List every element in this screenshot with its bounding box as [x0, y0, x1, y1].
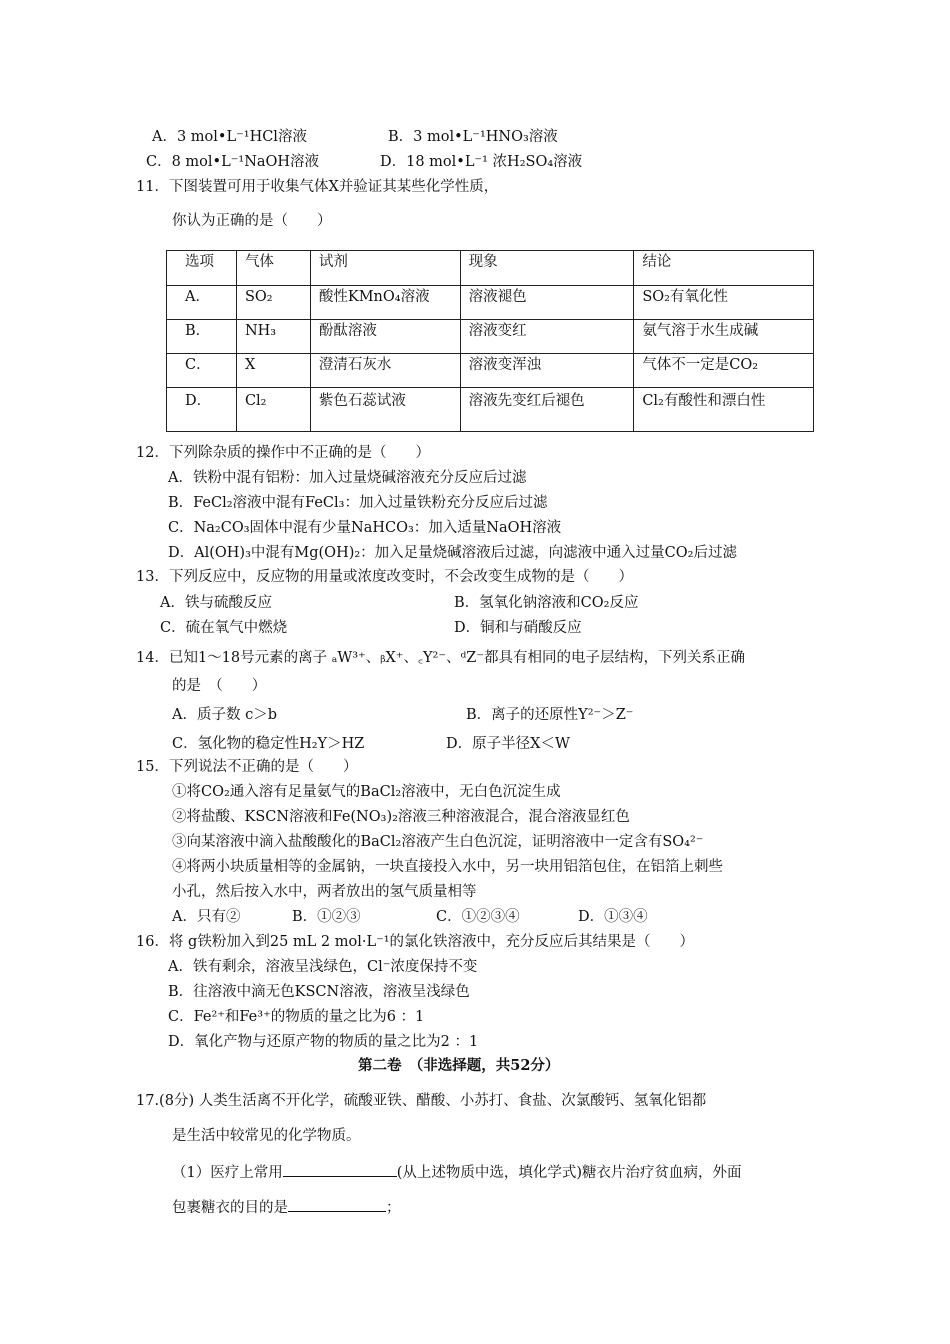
table-cell: 澄清石灰水 — [310, 354, 460, 388]
q11-table — [166, 250, 814, 432]
q14-option-b: B．离子的还原性Y²⁻＞Z⁻ — [466, 707, 634, 723]
table-cell: B． — [167, 320, 237, 354]
q14-option-d: D．原子半径X＜W — [446, 736, 570, 752]
q17-part1-line2 — [172, 1197, 401, 1217]
table-cell: 溶液先变红后褪色 — [460, 388, 634, 432]
table-cell: 气体不一定是CO₂ — [634, 354, 814, 388]
q15-statement-4-cont: 小孔，然后按入水中，两者放出的氢气质量相等 — [172, 884, 477, 900]
q10-option-a: A．3 mol•L⁻¹HCl溶液 — [152, 129, 307, 145]
q17-part1-text: (从上述物质中选，填化学式)糖衣片治疗贫血病，外面 — [396, 1165, 742, 1181]
table-cell: 溶液褪色 — [460, 286, 634, 320]
table-cell: SO₂ — [236, 286, 310, 320]
table-cell: 氨气溶于水生成碱 — [634, 320, 814, 354]
q17-part1-end: ； — [386, 1200, 401, 1216]
q12-option-a: A．铁粉中混有铝粉：加入过量烧碱溶液充分反应后过滤 — [168, 470, 527, 486]
q12-option-c: C．Na₂CO₃固体中混有少量NaHCO₃：加入适量NaOH溶液 — [168, 520, 562, 536]
q15-statement-1: ①将CO₂通入溶有足量氨气的BaCl₂溶液中，无白色沉淀生成 — [172, 784, 561, 800]
q12-stem: 12．下列除杂质的操作中不正确的是（ ） — [136, 445, 430, 461]
table-cell: A． — [167, 286, 237, 320]
q17-part1-line — [172, 1162, 742, 1182]
table-cell: 酚酞溶液 — [310, 320, 460, 354]
header-cell: 气体 — [236, 251, 310, 286]
table-cell: D． — [167, 388, 237, 432]
q11-stem-cont: 你认为正确的是（ ） — [172, 213, 332, 229]
q16-option-c: C．Fe²⁺和Fe³⁺的物质的量之比为6 ：1 — [168, 1009, 425, 1025]
q15-statement-4: ④将两小块质量相等的金属钠，一块直接投入水中，另一块用铝箔包住，在铝箔上刺些 — [172, 859, 723, 875]
q17-stem-cont: 是生活中较常见的化学物质。 — [172, 1128, 361, 1144]
table-cell: SO₂有氧化性 — [634, 286, 814, 320]
q15-option-d: D．①③④ — [578, 909, 648, 925]
q13-stem: 13．下列反应中，反应物的用量或浓度改变时，不会改变生成物的是（ ） — [136, 569, 633, 585]
q15-statement-3: ③向某溶液中滴入盐酸酸化的BaCl₂溶液产生白色沉淀，证明溶液中一定含有SO₄²⁻ — [172, 834, 704, 850]
q16-stem: 16．将 g铁粉加入到25 mL 2 mol·L⁻¹的氯化铁溶液中，充分反应后其结果是（ ） — [136, 934, 695, 950]
q14-stem-cont: 的是 （ ） — [172, 678, 267, 694]
q12-option-d: D．Al(OH)₃中混有Mg(OH)₂：加入足量烧碱溶液后过滤，向滤液中通入过量CO₂后过滤 — [168, 545, 737, 561]
header-cell: 现象 — [460, 251, 634, 286]
part2-title: 第二卷 （非选择题，共52分） — [358, 1057, 560, 1074]
table-header-row — [167, 251, 814, 286]
q14-option-a: A．质子数 c＞b — [172, 707, 277, 723]
table-cell: 溶液变红 — [460, 320, 634, 354]
q10-option-c: C．8 mol•L⁻¹NaOH溶液 — [146, 154, 320, 170]
table-cell: C． — [167, 354, 237, 388]
table-row — [167, 354, 814, 388]
q10-option-d: D．18 mol•L⁻¹ 浓H₂SO₄溶液 — [380, 154, 583, 170]
table-cell: 紫色石蕊试液 — [310, 388, 460, 432]
q15-option-b: B．①②③ — [292, 909, 361, 925]
table-row — [167, 388, 814, 432]
q17-stem: 17.(8分) 人类生活离不开化学，硫酸亚铁、醋酸、小苏打、食盐、次氯酸钙、氢氧化铝都 — [136, 1093, 707, 1109]
q15-option-c: C．①②③④ — [436, 909, 520, 925]
q13-option-b: B．氢氧化钠溶液和CO₂反应 — [454, 595, 639, 611]
table-cell: Cl₂有酸性和漂白性 — [634, 388, 814, 432]
q14-option-c: C．氢化物的稳定性H₂Y＞HZ — [172, 736, 365, 752]
table-cell: 溶液变浑浊 — [460, 354, 634, 388]
q12-option-b: B．FeCl₂溶液中混有FeCl₃：加入过量铁粉充分反应后过滤 — [168, 495, 548, 511]
q16-option-a: A．铁有剩余，溶液呈浅绿色，Cl⁻浓度保持不变 — [168, 959, 478, 975]
q15-statement-2: ②将盐酸、KSCN溶液和Fe(NO₃)₂溶液三种溶液混合，混合溶液显红色 — [172, 809, 630, 825]
table-cell: X — [236, 354, 310, 388]
answer-blank-1[interactable] — [283, 1162, 397, 1177]
answer-blank-2[interactable] — [288, 1197, 386, 1212]
table-row — [167, 286, 814, 320]
q14-stem: 14．已知1～18号元素的离子 ₐW³⁺、ᵦX⁺、꜀Y²⁻、ᵈZ⁻都具有相同的电子层结构，下列关系正确 — [136, 650, 746, 666]
q10-option-b: B．3 mol•L⁻¹HNO₃溶液 — [388, 129, 558, 145]
q11-stem: 11．下图装置可用于收集气体X并验证其某些化学性质， — [136, 179, 499, 195]
q13-option-a: A．铁与硫酸反应 — [160, 595, 272, 611]
q17-part1-label: （1）医疗上常用 — [172, 1165, 283, 1181]
header-cell: 选项 — [167, 251, 237, 286]
q13-option-d: D．铜和与硝酸反应 — [454, 620, 582, 636]
q15-option-a: A．只有② — [172, 909, 241, 925]
table-cell: Cl₂ — [236, 388, 310, 432]
table-cell: 酸性KMnO₄溶液 — [310, 286, 460, 320]
header-cell: 试剂 — [310, 251, 460, 286]
table-cell: NH₃ — [236, 320, 310, 354]
table-row — [167, 320, 814, 354]
q13-option-c: C．硫在氧气中燃烧 — [160, 620, 288, 636]
q16-option-b: B．往溶液中滴无色KSCN溶液，溶液呈浅绿色 — [168, 984, 470, 1000]
q15-stem: 15．下列说法不正确的是（ ） — [136, 759, 358, 775]
q16-option-d: D．氧化产物与还原产物的物质的量之比为2 ：1 — [168, 1034, 479, 1050]
header-cell: 结论 — [634, 251, 814, 286]
q17-part1-purpose: 包裹糖衣的目的是 — [172, 1200, 288, 1216]
